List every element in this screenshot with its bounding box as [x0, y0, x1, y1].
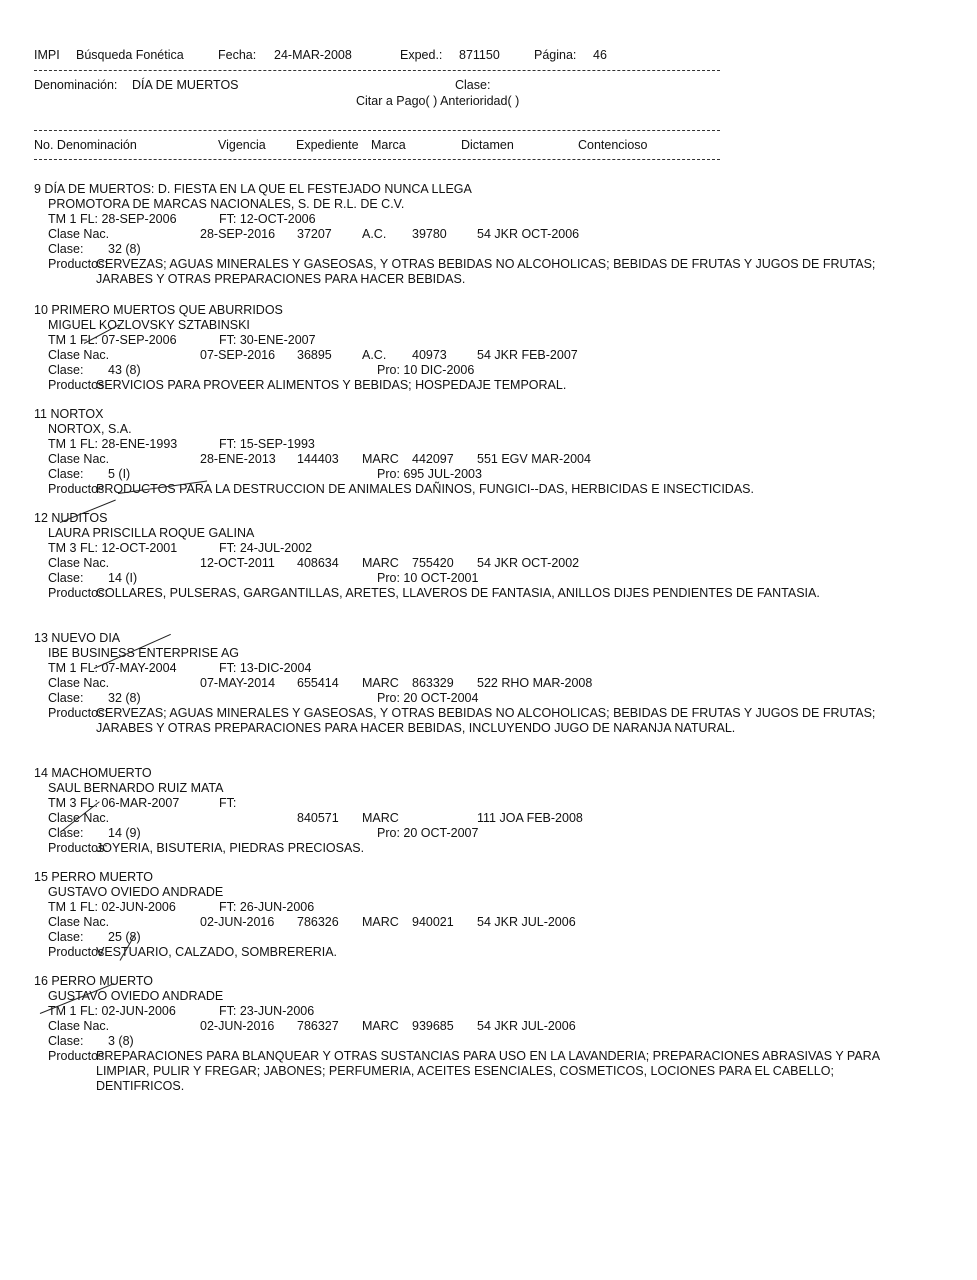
entry-tm-line — [34, 212, 914, 227]
header-org: IMPI — [34, 48, 60, 62]
entry-tm: TM 1 FL: 02-JUN-2006 — [48, 1004, 176, 1018]
entry-registro-line — [34, 348, 914, 363]
entry-clase-line — [34, 1034, 914, 1049]
entry-owner-line — [34, 885, 914, 900]
clase-label: Clase: — [48, 1034, 84, 1048]
entry-clase-line — [34, 242, 914, 257]
entry-ft: FT: 13-DIC-2004 — [219, 661, 312, 675]
clase-nac-label: Clase Nac. — [48, 348, 110, 362]
col-dictamen: Dictamen — [461, 138, 514, 152]
col-vigencia: Vigencia — [218, 138, 266, 152]
entry-registro-line — [34, 676, 914, 691]
entry-registro: 939685 — [412, 1019, 454, 1033]
entry-title: 13 NUEVO DIA — [34, 631, 121, 645]
clase-label: Clase: — [455, 78, 491, 92]
entry-productos: JOYERIA, BISUTERIA, PIEDRAS PRECIOSAS. — [96, 841, 365, 855]
entry-clase-line — [34, 930, 914, 945]
entry-title-line — [34, 182, 914, 197]
productos-label: Productos: — [48, 945, 108, 959]
entry-productos-block — [34, 257, 914, 287]
entry-vigencia: 12-OCT-2011 — [200, 556, 275, 570]
entry-tm-line — [34, 1004, 914, 1019]
entry-tm: TM 3 FL: 12-OCT-2001 — [48, 541, 178, 555]
entry-expediente: 786327 — [297, 1019, 339, 1033]
entry-marca: MARC — [362, 811, 399, 825]
entry-marca: A.C. — [362, 227, 387, 241]
entry-title-line — [34, 974, 914, 989]
entry-registro: 39780 — [412, 227, 447, 241]
entry-tm-line — [34, 333, 914, 348]
entry-productos: CERVEZAS; AGUAS MINERALES Y GASEOSAS, Y OTRAS BEBIDAS NO ALCOHOLICAS; BEBIDAS DE FRUTAS Y JUGOS DE FRUTAS; JARABES Y OTRAS PREPARACIONES PARA HACER BEBIDAS. — [96, 257, 876, 286]
entry-productos-block — [34, 1049, 914, 1094]
clase-nac-label: Clase Nac. — [48, 227, 110, 241]
entry-productos-block — [34, 945, 914, 960]
entry-productos-block — [34, 706, 914, 736]
entry-pro: Pro: 20 OCT-2004 — [377, 691, 479, 705]
entry-tm-line — [34, 541, 914, 556]
clase-label: Clase: — [48, 242, 84, 256]
productos-label: Productos: — [48, 482, 108, 496]
entry-registro: 940021 — [412, 915, 454, 929]
entry-tm-line — [34, 796, 914, 811]
entry-registro: 755420 — [412, 556, 454, 570]
clase-label: Clase: — [48, 467, 84, 481]
entry-title-line — [34, 303, 914, 318]
entry-registro-line — [34, 556, 914, 571]
result-entry — [34, 303, 914, 393]
divider — [34, 130, 720, 131]
entry-vigencia: 07-MAY-2014 — [200, 676, 276, 690]
entry-clase: 3 (8) — [108, 1034, 134, 1048]
col-expediente: Expediente — [296, 138, 359, 152]
entry-ft: FT: 15-SEP-1993 — [219, 437, 315, 451]
clase-nac-label: Clase Nac. — [48, 556, 110, 570]
entry-dictamen: 54 JKR JUL-2006 — [477, 915, 576, 929]
entry-title: 9 DÍA DE MUERTOS: D. FIESTA EN LA QUE EL FESTEJADO NUNCA LLEGA — [34, 182, 472, 196]
productos-label: Productos: — [48, 257, 108, 271]
result-entry — [34, 974, 914, 1094]
entry-tm-line — [34, 437, 914, 452]
entry-title: 11 NORTOX — [34, 407, 104, 421]
entry-registro-line — [34, 1019, 914, 1034]
header-title: Búsqueda Fonética — [76, 48, 184, 62]
entry-owner-line — [34, 197, 914, 212]
entry-owner-line — [34, 318, 914, 333]
entry-clase: 43 (8) — [108, 363, 141, 377]
entry-ft: FT: 30-ENE-2007 — [219, 333, 316, 347]
entry-owner: GUSTAVO OVIEDO ANDRADE — [48, 885, 224, 899]
entry-vigencia: 28-SEP-2016 — [200, 227, 276, 241]
entry-owner: MIGUEL KOZLOVSKY SZTABINSKI — [48, 318, 250, 332]
entry-clase: 32 (8) — [108, 691, 141, 705]
entry-owner: IBE BUSINESS ENTERPRISE AG — [48, 646, 240, 660]
entry-expediente: 144403 — [297, 452, 339, 466]
entry-productos: VESTUARIO, CALZADO, SOMBRERERIA. — [96, 945, 338, 959]
productos-label: Productos: — [48, 586, 108, 600]
entry-tm: TM 1 FL: 07-MAY-2004 — [48, 661, 177, 675]
entry-clase-line — [34, 826, 914, 841]
entry-expediente: 840571 — [297, 811, 339, 825]
entry-clase-line — [34, 467, 914, 482]
col-contencioso: Contencioso — [578, 138, 648, 152]
result-entry — [34, 631, 914, 736]
entry-productos: PRODUCTOS PARA LA DESTRUCCION DE ANIMALES DAÑINOS, FUNGICI--DAS, HERBICIDAS E INSECTICIDAS. — [96, 482, 754, 496]
entry-registro: 863329 — [412, 676, 454, 690]
productos-label: Productos: — [48, 706, 108, 720]
entry-clase-line — [34, 691, 914, 706]
fecha-value: 24-MAR-2008 — [274, 48, 352, 62]
clase-label: Clase: — [48, 571, 84, 585]
entry-expediente: 408634 — [297, 556, 339, 570]
clase-nac-label: Clase Nac. — [48, 915, 110, 929]
col-marca: Marca — [371, 138, 406, 152]
entry-expediente: 786326 — [297, 915, 339, 929]
result-entry — [34, 870, 914, 960]
entry-title: 15 PERRO MUERTO — [34, 870, 154, 884]
entry-marca: MARC — [362, 556, 399, 570]
pagina-label: Página: — [534, 48, 577, 62]
entry-title-line — [34, 511, 914, 526]
entry-dictamen: 551 EGV MAR-2004 — [477, 452, 591, 466]
entry-registro-line — [34, 452, 914, 467]
clase-nac-label: Clase Nac. — [48, 452, 110, 466]
entry-dictamen: 111 JOA FEB-2008 — [477, 811, 583, 825]
clase-nac-label: Clase Nac. — [48, 1019, 110, 1033]
entry-ft: FT: 26-JUN-2006 — [219, 900, 315, 914]
entry-tm: TM 3 FL: 06-MAR-2007 — [48, 796, 180, 810]
result-entry — [34, 182, 914, 287]
entry-owner: LAURA PRISCILLA ROQUE GALINA — [48, 526, 255, 540]
entry-expediente: 37207 — [297, 227, 332, 241]
entry-vigencia: 07-SEP-2016 — [200, 348, 276, 362]
entry-owner: NORTOX, S.A. — [48, 422, 132, 436]
entry-title: 12 NUDITOS — [34, 511, 108, 525]
entry-title: 14 MACHOMUERTO — [34, 766, 152, 780]
entry-clase-line — [34, 571, 914, 586]
productos-label: Productos: — [48, 1049, 108, 1063]
entry-ft: FT: 12-OCT-2006 — [219, 212, 316, 226]
entry-productos: CERVEZAS; AGUAS MINERALES Y GASEOSAS, Y OTRAS BEBIDAS NO ALCOHOLICAS; BEBIDAS DE FRUTAS Y JUGOS DE FRUTAS; JARABES Y OTRAS PREPARACIONES PARA HACER BEBIDAS, INCLUYENDO JUGO DE NARANJA NATURAL. — [96, 706, 876, 735]
divider — [34, 70, 720, 71]
clase-nac-label: Clase Nac. — [48, 676, 110, 690]
entry-productos-block — [34, 378, 914, 393]
entry-clase-line — [34, 363, 914, 378]
entry-registro: 442097 — [412, 452, 454, 466]
entry-ft: FT: — [219, 796, 237, 810]
entry-clase: 14 (9) — [108, 826, 141, 840]
exped-label: Exped.: — [400, 48, 443, 62]
entry-tm-line — [34, 900, 914, 915]
entry-productos: COLLARES, PULSERAS, GARGANTILLAS, ARETES, LLAVEROS DE FANTASIA, ANILLOS DIJES PENDIENTES DE FANTASIA. — [96, 586, 820, 600]
entry-clase: 5 (I) — [108, 467, 131, 481]
entry-tm: TM 1 FL: 28-SEP-2006 — [48, 212, 177, 226]
entry-productos: SERVICIOS PARA PROVEER ALIMENTOS Y BEBIDAS; HOSPEDAJE TEMPORAL. — [96, 378, 567, 392]
result-entry — [34, 766, 914, 856]
entry-title-line — [34, 407, 914, 422]
citar-options: Citar a Pago( ) Anterioridad( ) — [356, 94, 520, 108]
clase-label: Clase: — [48, 930, 84, 944]
entry-ft: FT: 24-JUL-2002 — [219, 541, 313, 555]
pagina-value: 46 — [593, 48, 607, 62]
entry-dictamen: 54 JKR JUL-2006 — [477, 1019, 576, 1033]
entry-dictamen: 54 JKR OCT-2006 — [477, 227, 580, 241]
denominacion-value: DÍA DE MUERTOS — [132, 78, 239, 92]
entry-tm: TM 1 FL: 02-JUN-2006 — [48, 900, 176, 914]
entry-marca: MARC — [362, 452, 399, 466]
denominacion-label: Denominación: — [34, 78, 118, 92]
exped-value: 871150 — [459, 48, 500, 62]
divider — [34, 159, 720, 160]
result-entry — [34, 407, 914, 497]
entry-dictamen: 54 JKR FEB-2007 — [477, 348, 578, 362]
entry-title-line — [34, 870, 914, 885]
entry-registro-line — [34, 811, 914, 826]
entry-productos: PREPARACIONES PARA BLANQUEAR Y OTRAS SUSTANCIAS PARA USO EN LA LAVANDERIA; PREPARACIONES ABRASIVAS Y PARA LIMPIAR, PULIR Y FREGAR; JABONES; PERFUMERIA, ACEITES ESENCIALES, COSMETICOS, LOCIONES PARA EL CABELLO; DENTIFRICOS. — [96, 1049, 880, 1093]
entry-expediente: 655414 — [297, 676, 339, 690]
entry-registro-line — [34, 227, 914, 242]
entry-marca: MARC — [362, 676, 399, 690]
result-entry — [34, 511, 914, 601]
entry-registro: 40973 — [412, 348, 447, 362]
entry-registro-line — [34, 915, 914, 930]
clase-label: Clase: — [48, 691, 84, 705]
entry-owner-line — [34, 781, 914, 796]
entry-owner-line — [34, 422, 914, 437]
entry-owner: SAUL BERNARDO RUIZ MATA — [48, 781, 224, 795]
entry-pro: Pro: 695 JUL-2003 — [377, 467, 482, 481]
entry-title: 16 PERRO MUERTO — [34, 974, 154, 988]
entry-vigencia: 02-JUN-2016 — [200, 1019, 275, 1033]
entry-pro: Pro: 10 DIC-2006 — [377, 363, 475, 377]
entry-owner-line — [34, 526, 914, 541]
col-no-denominacion: No. Denominación — [34, 138, 137, 152]
entry-title-line — [34, 766, 914, 781]
entry-owner-line — [34, 989, 914, 1004]
entry-dictamen: 54 JKR OCT-2002 — [477, 556, 580, 570]
entry-marca: MARC — [362, 915, 399, 929]
entry-title: 10 PRIMERO MUERTOS QUE ABURRIDOS — [34, 303, 283, 317]
entry-clase: 32 (8) — [108, 242, 141, 256]
entry-dictamen: 522 RHO MAR-2008 — [477, 676, 593, 690]
entry-clase: 25 (8) — [108, 930, 141, 944]
clase-nac-label: Clase Nac. — [48, 811, 110, 825]
entry-productos-block — [34, 841, 914, 856]
entry-vigencia: 28-ENE-2013 — [200, 452, 276, 466]
entry-title-line — [34, 631, 914, 646]
productos-label: Productos: — [48, 841, 108, 855]
entry-clase: 14 (I) — [108, 571, 138, 585]
entry-owner: GUSTAVO OVIEDO ANDRADE — [48, 989, 224, 1003]
clase-label: Clase: — [48, 363, 84, 377]
entry-vigencia: 02-JUN-2016 — [200, 915, 275, 929]
productos-label: Productos: — [48, 378, 108, 392]
entry-ft: FT: 23-JUN-2006 — [219, 1004, 315, 1018]
entry-pro: Pro: 10 OCT-2001 — [377, 571, 479, 585]
entry-expediente: 36895 — [297, 348, 332, 362]
entry-tm: TM 1 FL: 07-SEP-2006 — [48, 333, 177, 347]
entry-tm: TM 1 FL: 28-ENE-1993 — [48, 437, 178, 451]
entry-owner: PROMOTORA DE MARCAS NACIONALES, S. DE R.L. DE C.V. — [48, 197, 405, 211]
entry-productos-block — [34, 586, 914, 601]
entry-marca: A.C. — [362, 348, 387, 362]
entry-owner-line — [34, 646, 914, 661]
entry-productos-block — [34, 482, 914, 497]
entry-marca: MARC — [362, 1019, 399, 1033]
entry-pro: Pro: 20 OCT-2007 — [377, 826, 479, 840]
clase-label: Clase: — [48, 826, 84, 840]
fecha-label: Fecha: — [218, 48, 257, 62]
entry-tm-line — [34, 661, 914, 676]
